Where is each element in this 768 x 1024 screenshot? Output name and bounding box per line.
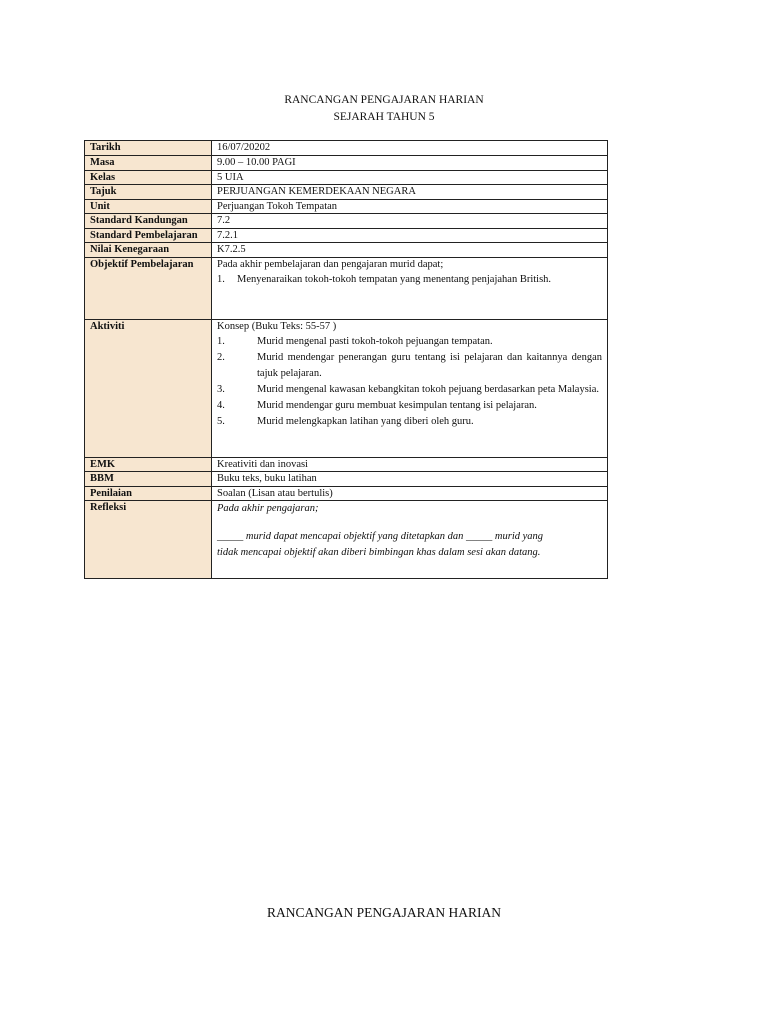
- value-refleksi: [212, 501, 608, 579]
- value-standard-pembelajaran: 7.2.1: [212, 228, 608, 243]
- value-objektif: [212, 257, 608, 319]
- aktiviti-item-text: Murid mengenal pasti tokoh-tokoh pejuangan tempatan.: [257, 336, 493, 347]
- label-masa: Masa: [85, 156, 212, 171]
- aktiviti-item-text: Murid mendengar penerangan guru tentang isi pelajaran dan kaitannya dengan tajuk pelajaran.: [257, 352, 602, 379]
- refleksi-line-2: _____ murid dapat mencapai objektif yang ditetapkan dan _____ murid yang: [217, 531, 544, 542]
- row-bbm: [85, 472, 608, 487]
- aktiviti-item: [217, 334, 602, 350]
- aktiviti-item-number: 4.: [217, 400, 225, 411]
- row-emk: [85, 457, 608, 472]
- refleksi-line-3: tidak mencapai objektif akan diberi bimbingan khas dalam sesi akan datang.: [217, 547, 541, 558]
- label-kelas: Kelas: [85, 170, 212, 185]
- row-standard-kandungan: [85, 214, 608, 229]
- value-penilaian: Soalan (Lisan atau bertulis): [212, 486, 608, 501]
- document-title: RANCANGAN PENGAJARAN HARIAN: [284, 94, 484, 106]
- row-kelas: [85, 170, 608, 185]
- document-header: [0, 92, 768, 126]
- value-nilai-kenegaraan: K7.2.5: [212, 243, 608, 258]
- value-standard-kandungan: 7.2: [212, 214, 608, 229]
- value-aktiviti: [212, 319, 608, 457]
- row-aktiviti: [85, 319, 608, 457]
- aktiviti-item: [217, 382, 602, 398]
- row-masa: [85, 156, 608, 171]
- label-nilai-kenegaraan: Nilai Kenegaraan: [85, 243, 212, 258]
- row-tarikh: [85, 141, 608, 156]
- label-emk: EMK: [85, 457, 212, 472]
- row-refleksi: [85, 501, 608, 579]
- label-objektif: Objektif Pembelajaran: [85, 257, 212, 319]
- objektif-list: [217, 272, 602, 288]
- value-masa: 9.00 – 10.00 PAGI: [212, 156, 608, 171]
- label-unit: Unit: [85, 199, 212, 214]
- value-emk: Kreativiti dan inovasi: [212, 457, 608, 472]
- aktiviti-item-number: 3.: [217, 384, 225, 395]
- label-bbm: BBM: [85, 472, 212, 487]
- refleksi-line-1: Pada akhir pengajaran;: [217, 503, 319, 514]
- aktiviti-item-text: Murid mendengar guru membuat kesimpulan tentang isi pelajaran.: [257, 400, 537, 411]
- aktiviti-item: [217, 350, 602, 382]
- value-tajuk: PERJUANGAN KEMERDEKAAN NEGARA: [212, 185, 608, 200]
- objektif-item-number: 1.: [217, 274, 225, 285]
- row-objektif: [85, 257, 608, 319]
- aktiviti-item-text: Murid melengkapkan latihan yang diberi oleh guru.: [257, 416, 474, 427]
- aktiviti-list: [217, 334, 602, 430]
- value-tarikh: 16/07/20202: [212, 141, 608, 156]
- row-penilaian: [85, 486, 608, 501]
- aktiviti-item: [217, 398, 602, 414]
- objektif-intro: Pada akhir pembelajaran dan pengajaran murid dapat;: [217, 258, 444, 270]
- label-standard-kandungan: Standard Kandungan: [85, 214, 212, 229]
- label-refleksi: Refleksi: [85, 501, 212, 579]
- row-nilai-kenegaraan: [85, 243, 608, 258]
- row-tajuk: [85, 185, 608, 200]
- aktiviti-item-text: Murid mengenal kawasan kebangkitan tokoh pejuang berdasarkan peta Malaysia.: [257, 384, 600, 395]
- label-penilaian: Penilaian: [85, 486, 212, 501]
- objektif-item-text: Menyenaraikan tokoh-tokoh tempatan yang menentang penjajahan British.: [237, 274, 552, 285]
- value-unit: Perjuangan Tokoh Tempatan: [212, 199, 608, 214]
- aktiviti-item-number: 1.: [217, 336, 225, 347]
- row-standard-pembelajaran: [85, 228, 608, 243]
- objektif-item: [217, 272, 602, 288]
- document-subtitle: SEJARAH TAHUN 5: [333, 111, 435, 123]
- aktiviti-item-number: 5.: [217, 416, 225, 427]
- label-tajuk: Tajuk: [85, 185, 212, 200]
- value-kelas: 5 UIA: [212, 170, 608, 185]
- aktiviti-item-number: 2.: [217, 352, 225, 363]
- aktiviti-item: [217, 414, 602, 430]
- value-bbm: Buku teks, buku latihan: [212, 472, 608, 487]
- aktiviti-intro: Konsep (Buku Teks: 55-57 ): [217, 320, 337, 332]
- next-page-title: RANCANGAN PENGAJARAN HARIAN: [266, 905, 501, 920]
- lesson-plan-table: [84, 140, 608, 579]
- label-aktiviti: Aktiviti: [85, 319, 212, 457]
- row-unit: [85, 199, 608, 214]
- label-standard-pembelajaran: Standard Pembelajaran: [85, 228, 212, 243]
- label-tarikh: Tarikh: [85, 141, 212, 156]
